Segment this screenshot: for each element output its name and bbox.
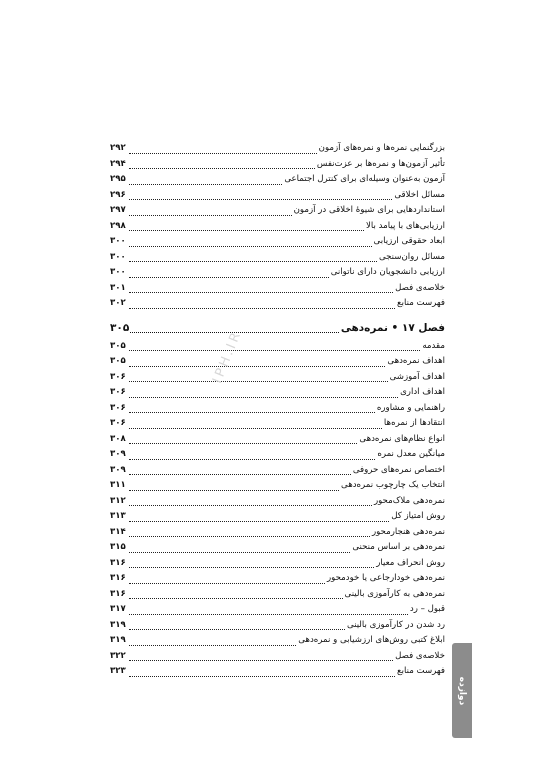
toc-entry-title: انتقادها از نمره‌ها <box>383 418 445 428</box>
toc-entry-page-number: ۳۱۷ <box>110 604 126 614</box>
dot-leader <box>129 605 408 615</box>
toc-entry-title: خلاصه‌ی فصل <box>395 282 445 293</box>
toc-entry-page-number: ۳۰۰ <box>110 267 126 277</box>
toc-entry-title: انواع نظام‌های نمره‌دهی <box>359 433 445 444</box>
toc-entry-title: ارزیابی‌های با پیامد بالا <box>366 220 445 231</box>
dot-leader <box>129 465 351 475</box>
toc-entry[interactable] <box>110 141 445 157</box>
toc-entry-page-number: ۳۱۶ <box>110 588 126 599</box>
toc-entry-page-number: ۳۱۲ <box>110 495 126 506</box>
toc-entry[interactable] <box>110 172 445 188</box>
toc-entry-title: مسائل اخلاقی <box>394 189 445 200</box>
toc-entry-title: اختصاص نمره‌های حروفی <box>352 464 445 475</box>
toc-entry-page-number: ۳۰۵ <box>110 356 126 366</box>
dot-leader <box>129 481 339 491</box>
toc-entry-page-number: ۳۰۵ <box>110 340 126 351</box>
dot-leader <box>129 527 370 537</box>
table-of-contents <box>110 141 445 680</box>
toc-entry-title: استانداردهایی برای شیوهٔ اخلاقی در آزمون <box>293 205 445 215</box>
toc-entry[interactable] <box>110 509 445 525</box>
toc-entry-page-number: ۳۰۰ <box>110 251 126 262</box>
toc-entry-page-number: ۳۰۶ <box>110 371 126 382</box>
chapter-page-number: ۳۰۵ <box>110 321 130 334</box>
toc-entry-page-number: ۳۱۶ <box>110 557 126 568</box>
toc-entry-title: روش امتیاز کل <box>391 511 445 521</box>
toc-entry-title: فهرست منابع <box>397 666 445 676</box>
toc-entry[interactable] <box>110 188 445 204</box>
toc-entry-title: آزمون به‌عنوان وسیله‌ای برای کنترل اجتماعی <box>284 174 445 184</box>
toc-entry-page-number: ۲۹۶ <box>110 189 126 200</box>
toc-entry[interactable] <box>110 203 445 219</box>
chapter-title: فصل ۱۷ • نمره‌دهی <box>340 321 445 334</box>
toc-entry-title: نمره‌دهی هنجارمحور <box>371 526 445 537</box>
toc-entry-page-number: ۳۰۶ <box>110 418 126 428</box>
toc-entry-title: راهنمایی و مشاوره <box>376 402 445 413</box>
dot-leader <box>129 450 375 460</box>
dot-leader <box>129 144 317 154</box>
toc-entry-page-number: ۲۹۴ <box>110 158 126 169</box>
dot-leader <box>129 175 282 185</box>
dot-leader <box>129 543 350 553</box>
toc-entry-page-number: ۳۱۳ <box>110 511 126 521</box>
toc-entry[interactable] <box>110 157 445 173</box>
toc-entry[interactable] <box>110 463 445 479</box>
dot-leader <box>129 252 377 262</box>
dot-leader <box>129 574 325 584</box>
toc-entry[interactable] <box>110 587 445 603</box>
toc-entry-title: نمره‌دهی خودارجاعی یا خودمحور <box>327 573 445 583</box>
toc-entry-page-number: ۳۰۰ <box>110 236 126 246</box>
toc-entry[interactable] <box>110 618 445 634</box>
toc-entry-title: روش انحراف معیار <box>376 557 445 568</box>
toc-entry[interactable] <box>110 250 445 266</box>
toc-entry[interactable] <box>110 234 445 250</box>
dot-leader <box>129 512 389 522</box>
toc-entry-page-number: ۳۲۲ <box>110 650 126 661</box>
toc-entry-title: میانگین معدل نمره <box>377 449 445 459</box>
toc-entry[interactable] <box>110 370 445 386</box>
toc-entry-title: ابعاد حقوقی ارزیابی <box>373 236 445 246</box>
dot-leader <box>129 268 329 278</box>
toc-entry[interactable] <box>110 571 445 587</box>
toc-entry-title: رد شدن در کارآموزی بالینی <box>346 619 445 630</box>
toc-entry[interactable] <box>110 649 445 665</box>
toc-entry[interactable] <box>110 602 445 618</box>
chapter-entry-list <box>110 339 445 680</box>
toc-entry-page-number: ۳۰۶ <box>110 387 126 397</box>
dot-leader <box>129 667 395 677</box>
toc-entry-page-number: ۳۰۶ <box>110 402 126 413</box>
toc-entry-title: نمره‌دهی بر اساس منحنی <box>352 542 445 552</box>
toc-entry-title: نمره‌دهی ملاک‌محور <box>373 495 445 506</box>
toc-entry[interactable] <box>110 556 445 572</box>
dot-leader <box>129 589 343 599</box>
dot-leader <box>129 299 395 309</box>
toc-entry-title: اهداف اداری <box>400 387 445 397</box>
toc-entry-title: اهداف نمره‌دهی <box>387 356 445 366</box>
dot-leader <box>129 558 374 568</box>
toc-entry[interactable] <box>110 219 445 235</box>
spacer <box>110 312 445 320</box>
toc-entry-page-number: ۳۰۲ <box>110 298 126 308</box>
toc-entry-title: فهرست منابع <box>397 298 445 308</box>
dot-leader <box>129 341 420 351</box>
toc-entry-title: خلاصه‌ی فصل <box>395 650 445 661</box>
dot-leader <box>129 283 393 293</box>
dot-leader <box>129 636 296 646</box>
toc-entry-page-number: ۲۹۲ <box>110 143 126 153</box>
dot-leader <box>129 403 375 413</box>
toc-entry-title: مسائل روان‌سنجی <box>378 251 445 262</box>
toc-entry-title: انتخاب یک چارچوب نمره‌دهی <box>341 480 445 490</box>
dot-leader <box>129 221 364 231</box>
dot-leader <box>129 388 398 398</box>
dot-leader <box>129 434 357 444</box>
dot-leader <box>129 651 393 661</box>
toc-entry-title: نمره‌دهی به کارآموزی بالینی <box>344 588 445 599</box>
toc-entry[interactable] <box>110 385 445 401</box>
toc-entry-page-number: ۳۱۱ <box>110 480 126 490</box>
side-tab-label: دوازده <box>457 676 467 705</box>
dot-leader <box>129 372 388 382</box>
dot-leader <box>129 190 392 200</box>
dot-leader <box>129 496 372 506</box>
toc-entry[interactable] <box>110 494 445 510</box>
toc-entry-page-number: ۳۰۱ <box>110 282 126 293</box>
toc-entry-page-number: ۲۹۷ <box>110 205 126 215</box>
toc-entry-page-number: ۳۰۹ <box>110 449 126 459</box>
toc-entry-page-number: ۳۰۹ <box>110 464 126 475</box>
dot-leader <box>129 620 345 630</box>
dot-leader <box>129 159 315 169</box>
toc-entry[interactable] <box>110 401 445 417</box>
toc-entry-title: ارزیابی دانشجویان دارای ناتوانی <box>330 267 445 277</box>
toc-entry-page-number: ۲۹۸ <box>110 220 126 231</box>
side-page-tab <box>452 643 472 738</box>
toc-entry[interactable] <box>110 416 445 432</box>
toc-entry[interactable] <box>110 664 445 680</box>
toc-entry[interactable] <box>110 265 445 281</box>
toc-entry-page-number: ۳۱۹ <box>110 635 126 645</box>
dot-leader <box>129 206 292 216</box>
toc-entry-page-number: ۲۹۵ <box>110 174 126 184</box>
toc-entry-title: اهداف آموزشی <box>389 371 445 382</box>
dot-leader <box>129 357 385 367</box>
toc-entry[interactable] <box>110 296 445 312</box>
toc-entry-page-number: ۳۱۴ <box>110 526 126 537</box>
section-list <box>110 141 445 312</box>
toc-entry[interactable] <box>110 281 445 297</box>
dot-leader <box>129 419 382 429</box>
chapter-heading[interactable] <box>110 320 445 337</box>
toc-entry[interactable] <box>110 339 445 355</box>
toc-entry-title: تأثیر آزمون‌ها و نمره‌ها بر عزت‌نفس <box>316 158 445 169</box>
toc-entry[interactable] <box>110 478 445 494</box>
toc-entry-page-number: ۳۱۹ <box>110 619 126 630</box>
toc-entry-title: ابلاغ کتبی روش‌های ارزشیابی و نمره‌دهی <box>298 635 445 645</box>
toc-entry[interactable] <box>110 633 445 649</box>
toc-entry-page-number: ۳۱۶ <box>110 573 126 583</box>
dot-leader <box>129 237 372 247</box>
toc-entry[interactable] <box>110 354 445 370</box>
toc-entry-page-number: ۳۰۸ <box>110 433 126 444</box>
toc-entry-title: بزرگنمایی نمره‌ها و نمره‌های آزمون <box>318 143 445 153</box>
toc-entry[interactable] <box>110 525 445 541</box>
toc-entry-title: قبول – رد <box>409 604 445 614</box>
toc-entry-page-number: ۳۲۳ <box>110 666 126 676</box>
toc-entry-title: مقدمه <box>422 340 445 351</box>
toc-entry[interactable] <box>110 447 445 463</box>
toc-entry[interactable] <box>110 540 445 556</box>
toc-entry-page-number: ۳۱۵ <box>110 542 126 552</box>
watermark: IPH.IR <box>210 327 245 386</box>
toc-entry[interactable] <box>110 432 445 448</box>
